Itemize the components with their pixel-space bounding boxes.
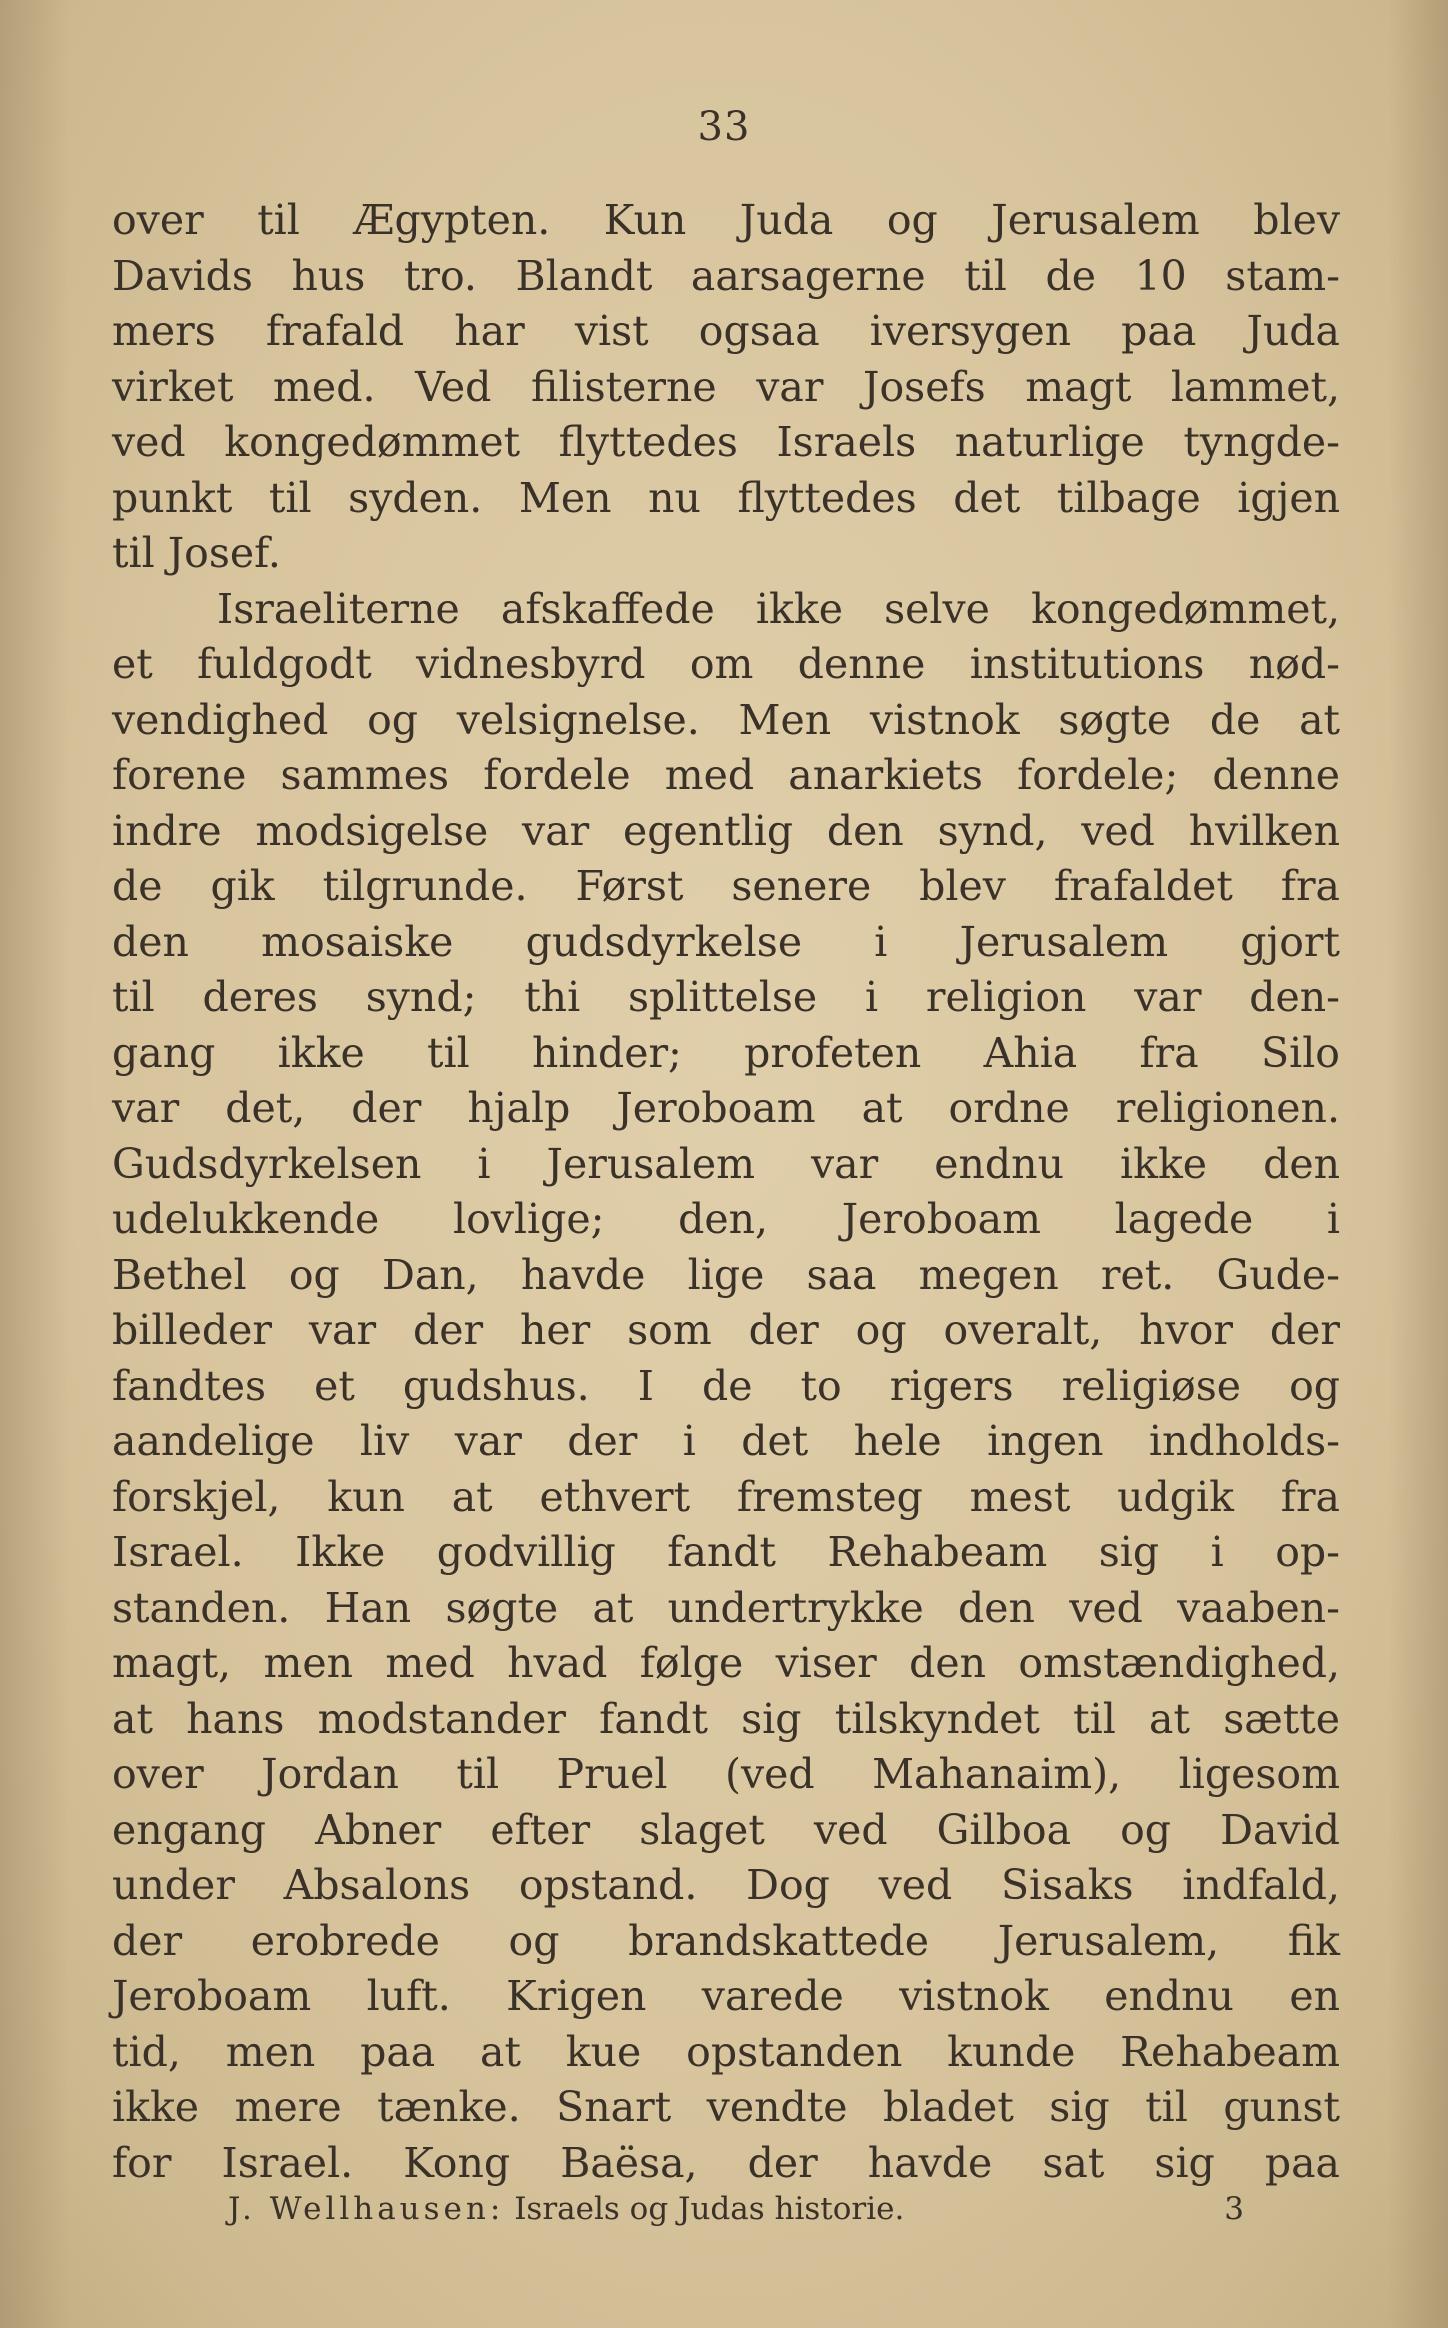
page-footer [228, 2184, 1244, 2234]
text-line: magt, men med hvad følge viser den omstændighed, [112, 1639, 1340, 1687]
text-line: den mosaiske gudsdyrkelse i Jerusalem gjort [112, 917, 1340, 966]
page-number: 33 [697, 104, 751, 150]
signature-mark: 3 [1224, 2191, 1244, 2227]
text-line: Jeroboam luft. Krigen varede vistnok endnu en [112, 1972, 1340, 2020]
footer-title: Israels og Judas historie. [514, 2191, 905, 2227]
text-line: vendighed og velsignelse. Men vistnok søgte de at [112, 695, 1340, 744]
text-line: Israel. Ikke godvillig fandt Rehabeam sig i op- [112, 1528, 1340, 1576]
text-line: Davids hus tro. Blandt aarsagerne til de 10 stam- [112, 251, 1340, 300]
text-line: til deres synd; thi splittelse i religion var den- [112, 973, 1340, 1021]
body-text [112, 193, 1340, 2191]
text-line: indre modsigelse var egentlig den synd, ved hvilken [112, 806, 1340, 855]
text-line: billeder var der her som der og overalt, hvor der [112, 1306, 1340, 1354]
text-line: Bethel og Dan, havde lige saa megen ret. Gude- [112, 1250, 1340, 1299]
text-line: ikke mere tænke. Snart vendte bladet sig til gunst [112, 2083, 1340, 2131]
text-line: at hans modstander fandt sig tilskyndet til at sætte [112, 1694, 1340, 1743]
footer-author: J. Wellhausen: [228, 2191, 505, 2227]
text-line: engang Abner efter slaget ved Gilboa og David [112, 1805, 1340, 1854]
text-line: over Jordan til Pruel (ved Mahanaim), ligesom [112, 1750, 1340, 1798]
text-line: standen. Han søgte at undertrykke den ved vaaben- [112, 1583, 1340, 1632]
text-line: ved kongedømmet flyttedes Israels naturlige tyngde- [112, 418, 1340, 466]
text-line: et fuldgodt vidnesbyrd om denne institutions nød- [112, 640, 1340, 688]
text-line: til Josef. [112, 529, 281, 577]
paragraph-start-line: Israeliterne afskaffede ikke selve kongedømmet, [217, 584, 1340, 633]
text-line: de gik tilgrunde. Først senere blev frafaldet fra [112, 862, 1340, 910]
text-line: punkt til syden. Men nu flyttedes det tilbage igjen [112, 473, 1340, 522]
text-line: under Absalons opstand. Dog ved Sisaks indfald, [112, 1861, 1340, 1909]
text-line: over til Ægypten. Kun Juda og Jerusalem blev [112, 196, 1340, 244]
text-line: fandtes et gudshus. I de to rigers religiøse og [112, 1361, 1340, 1410]
text-line: virket med. Ved filisterne var Josefs magt lammet, [112, 362, 1340, 411]
text-line: mers frafald har vist ogsaa iversygen paa Juda [112, 307, 1340, 355]
text-line: forskjel, kun at ethvert fremsteg mest udgik fra [112, 1472, 1340, 1521]
text-line: for Israel. Kong Baësa, der havde sat sig paa [112, 2138, 1340, 2187]
text-line: udelukkende lovlige; den, Jeroboam lagede i [112, 1195, 1340, 1243]
text-line: var det, der hjalp Jeroboam at ordne religionen. [112, 1084, 1340, 1132]
text-line: Gudsdyrkelsen i Jerusalem var endnu ikke den [112, 1139, 1340, 1188]
text-line: tid, men paa at kue opstanden kunde Rehabeam [112, 2027, 1340, 2076]
text-line: forene sammes fordele med anarkiets fordele; denne [112, 751, 1340, 799]
text-line: gang ikke til hinder; profeten Ahia fra Silo [112, 1028, 1340, 1077]
text-line: der erobrede og brandskattede Jerusalem, fik [112, 1916, 1340, 1965]
text-line: aandelige liv var der i det hele ingen indholds- [112, 1417, 1340, 1465]
